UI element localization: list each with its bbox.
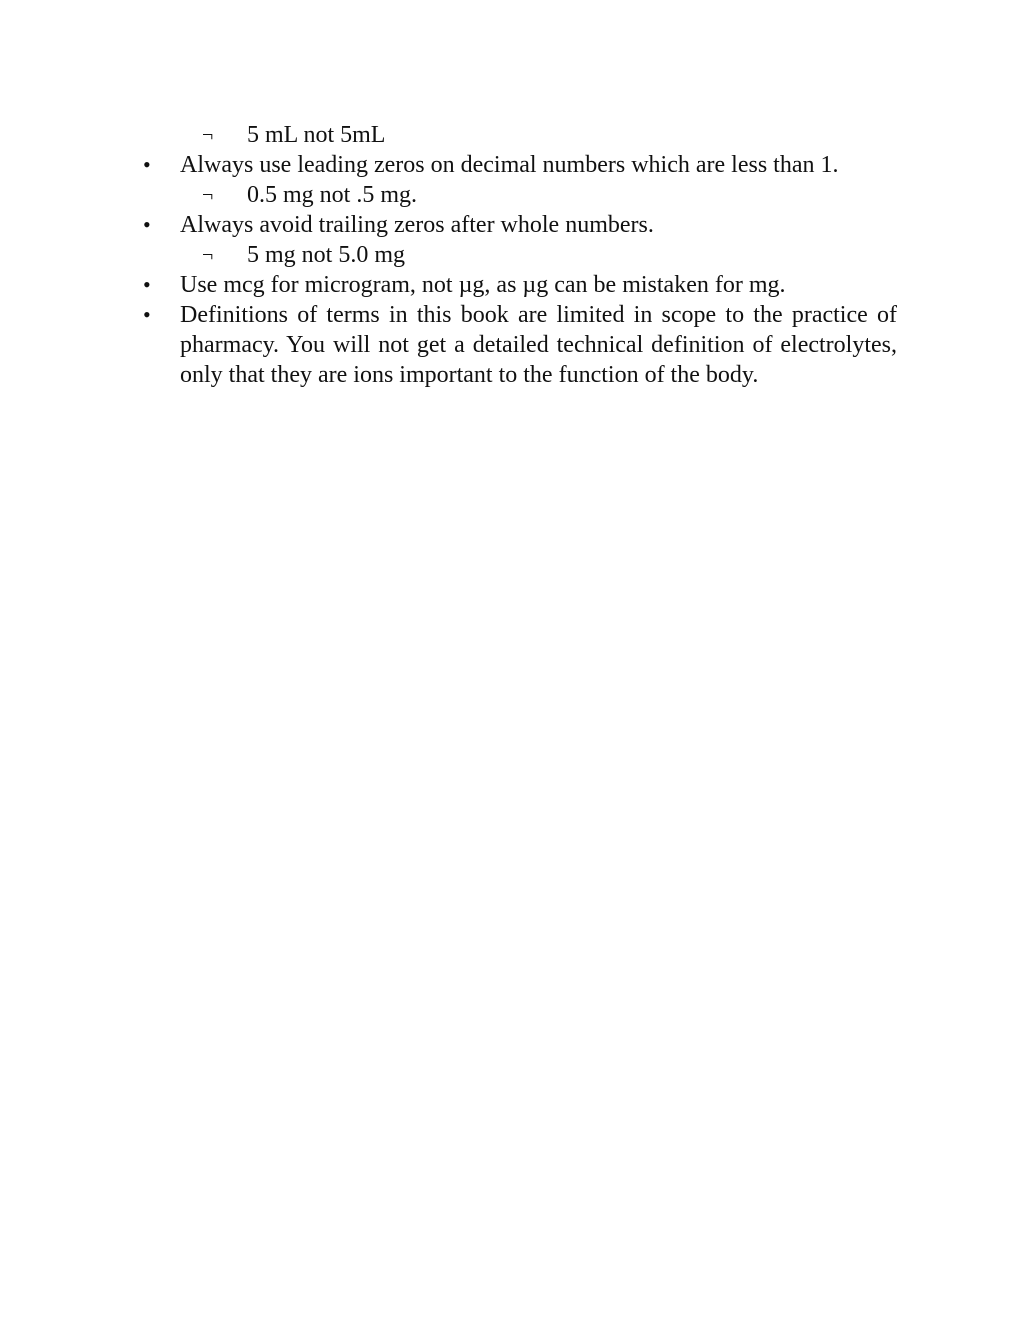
list-item-text: Use mcg for microgram, not µg, as µg can be mistaken for mg. <box>180 272 786 298</box>
list-item-text: 5 mL not 5mL <box>247 122 386 148</box>
list-item <box>140 150 900 180</box>
list-item <box>140 300 900 390</box>
bullet-icon: • <box>143 152 151 177</box>
sub-bullet-icon: ¬ <box>202 124 214 146</box>
list-item <box>140 120 900 150</box>
list-item-text: 0.5 mg not .5 mg. <box>247 182 418 208</box>
list-item-text: 5 mg not 5.0 mg <box>247 242 406 268</box>
list-item <box>140 210 900 240</box>
list-item-text: Definitions of terms in this book are limited in scope to the practice of pharmacy. You will not get a detailed technical definition of electrolytes, only that they are ions important to the function of the body. <box>180 302 897 388</box>
bullet-icon: • <box>143 212 151 237</box>
bullet-icon: • <box>143 302 151 327</box>
list-item-text: Always use leading zeros on decimal numbers which are less than 1. <box>180 152 839 178</box>
list-item <box>140 240 900 270</box>
bullet-icon: • <box>143 272 151 297</box>
bullet-list <box>140 120 900 390</box>
sub-bullet-icon: ¬ <box>202 244 214 266</box>
list-item <box>140 270 900 300</box>
sub-bullet-icon: ¬ <box>202 184 214 206</box>
list-item <box>140 180 900 210</box>
list-item-text: Always avoid trailing zeros after whole numbers. <box>180 212 654 238</box>
